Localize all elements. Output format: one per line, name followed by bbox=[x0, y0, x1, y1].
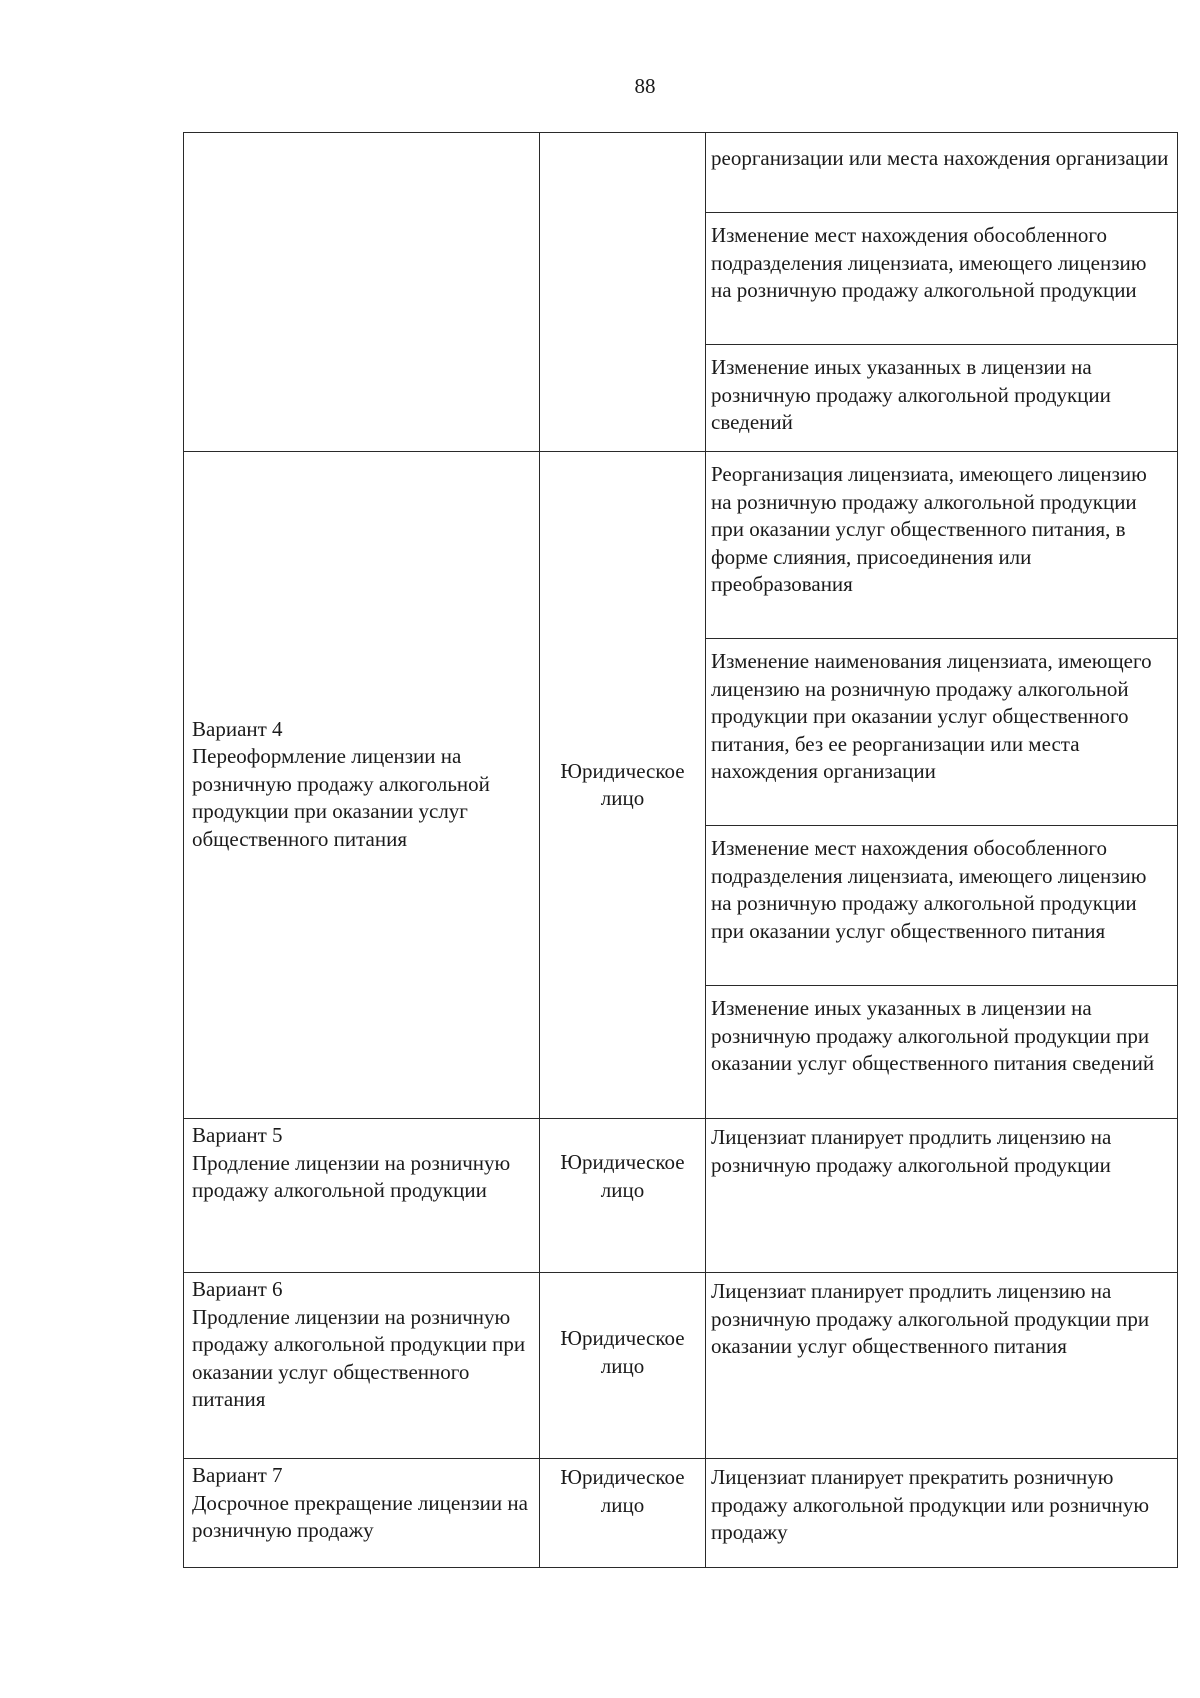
table-row bbox=[184, 1459, 1178, 1568]
criteria-text: Лицензиат планирует прекратить розничную продажу алкогольной продукции или розничную продажу bbox=[711, 1465, 1150, 1544]
applicant-text: лицо bbox=[600, 786, 645, 810]
applicant-cell bbox=[540, 452, 706, 1119]
criteria-cell bbox=[706, 639, 1178, 826]
applicant-cell bbox=[540, 1459, 706, 1568]
variant-cell bbox=[184, 1119, 540, 1273]
variant-title: Вариант 6 bbox=[192, 1277, 283, 1301]
criteria-text: Изменение иных указанных в лицензии на розничную продажу алкогольной продукции при оказании услуг общественного питания сведений bbox=[711, 996, 1155, 1075]
criteria-cell bbox=[706, 1119, 1178, 1273]
page-number: 88 bbox=[634, 74, 656, 98]
criteria-cell bbox=[706, 826, 1178, 986]
criteria-cell bbox=[706, 986, 1178, 1119]
applicant-text: Юридическое bbox=[560, 758, 685, 783]
criteria-text: Изменение иных указанных в лицензии на розничную продажу алкогольной продукции сведений bbox=[711, 355, 1111, 434]
applicant-text: лицо bbox=[600, 1492, 645, 1517]
applicant-text: Юридическое bbox=[560, 1465, 685, 1489]
criteria-text: Лицензиат планирует продлить лицензию на розничную продажу алкогольной продукции при оказании услуг общественного питания bbox=[711, 1279, 1150, 1358]
variant-description: Продление лицензии на розничную продажу алкогольной продукции при оказании услуг общественного питания bbox=[192, 1304, 526, 1411]
applicant-text: Юридическое bbox=[560, 1150, 685, 1174]
variant-title: Вариант 7 bbox=[192, 1463, 283, 1487]
criteria-text: Изменение наименования лицензиата, имеющего лицензию на розничную продажу алкогольной продукции при оказании услуг общественного питания, без ее реорганизации или места нахождения организации bbox=[711, 649, 1152, 783]
table-row bbox=[184, 1119, 1178, 1273]
table-row bbox=[184, 133, 1178, 213]
variant-cell-empty bbox=[184, 133, 540, 452]
variant-cell bbox=[184, 1273, 540, 1459]
applicant-cell-empty bbox=[540, 133, 706, 452]
variant-description: Переоформление лицензии на розничную продажу алкогольной продукции при оказании услуг общественного питания bbox=[192, 744, 490, 851]
criteria-text: Лицензиат планирует продлить лицензию на розничную продажу алкогольной продукции bbox=[711, 1125, 1112, 1177]
variant-description: Досрочное прекращение лицензии на розничную продажу bbox=[192, 1490, 528, 1542]
criteria-cell bbox=[706, 345, 1178, 452]
variant-title: Вариант 5 bbox=[192, 1123, 283, 1147]
variant-description: Продление лицензии на розничную продажу алкогольной продукции bbox=[192, 1150, 511, 1202]
criteria-cell bbox=[706, 452, 1178, 639]
criteria-text: Изменение мест нахождения обособленного подразделения лицензиата, имеющего лицензию на розничную продажу алкогольной продукции bbox=[711, 223, 1147, 302]
criteria-cell bbox=[706, 1459, 1178, 1568]
criteria-cell bbox=[706, 213, 1178, 345]
variants-table bbox=[183, 132, 1178, 1568]
applicant-text: лицо bbox=[600, 1353, 645, 1378]
criteria-cell bbox=[706, 1273, 1178, 1459]
criteria-text: Изменение мест нахождения обособленного подразделения лицензиата, имеющего лицензию на розничную продажу алкогольной продукции при оказании услуг общественного питания bbox=[711, 836, 1147, 943]
table-row bbox=[184, 1273, 1178, 1459]
variant-cell bbox=[184, 1459, 540, 1568]
criteria-text: реорганизации или места нахождения организации bbox=[711, 146, 1169, 170]
applicant-text: Юридическое bbox=[560, 1326, 685, 1350]
applicant-text: лицо bbox=[600, 1177, 645, 1202]
variant-cell bbox=[184, 452, 540, 1119]
applicant-cell bbox=[540, 1273, 706, 1459]
criteria-cell bbox=[706, 133, 1178, 213]
criteria-text: Реорганизация лицензиата, имеющего лицензию на розничную продажу алкогольной продукции при оказании услуг общественного питания, в форме слияния, присоединения или преобразования bbox=[711, 462, 1147, 596]
variant-title: Вариант 4 bbox=[192, 716, 283, 741]
table-row bbox=[184, 452, 1178, 639]
applicant-cell bbox=[540, 1119, 706, 1273]
